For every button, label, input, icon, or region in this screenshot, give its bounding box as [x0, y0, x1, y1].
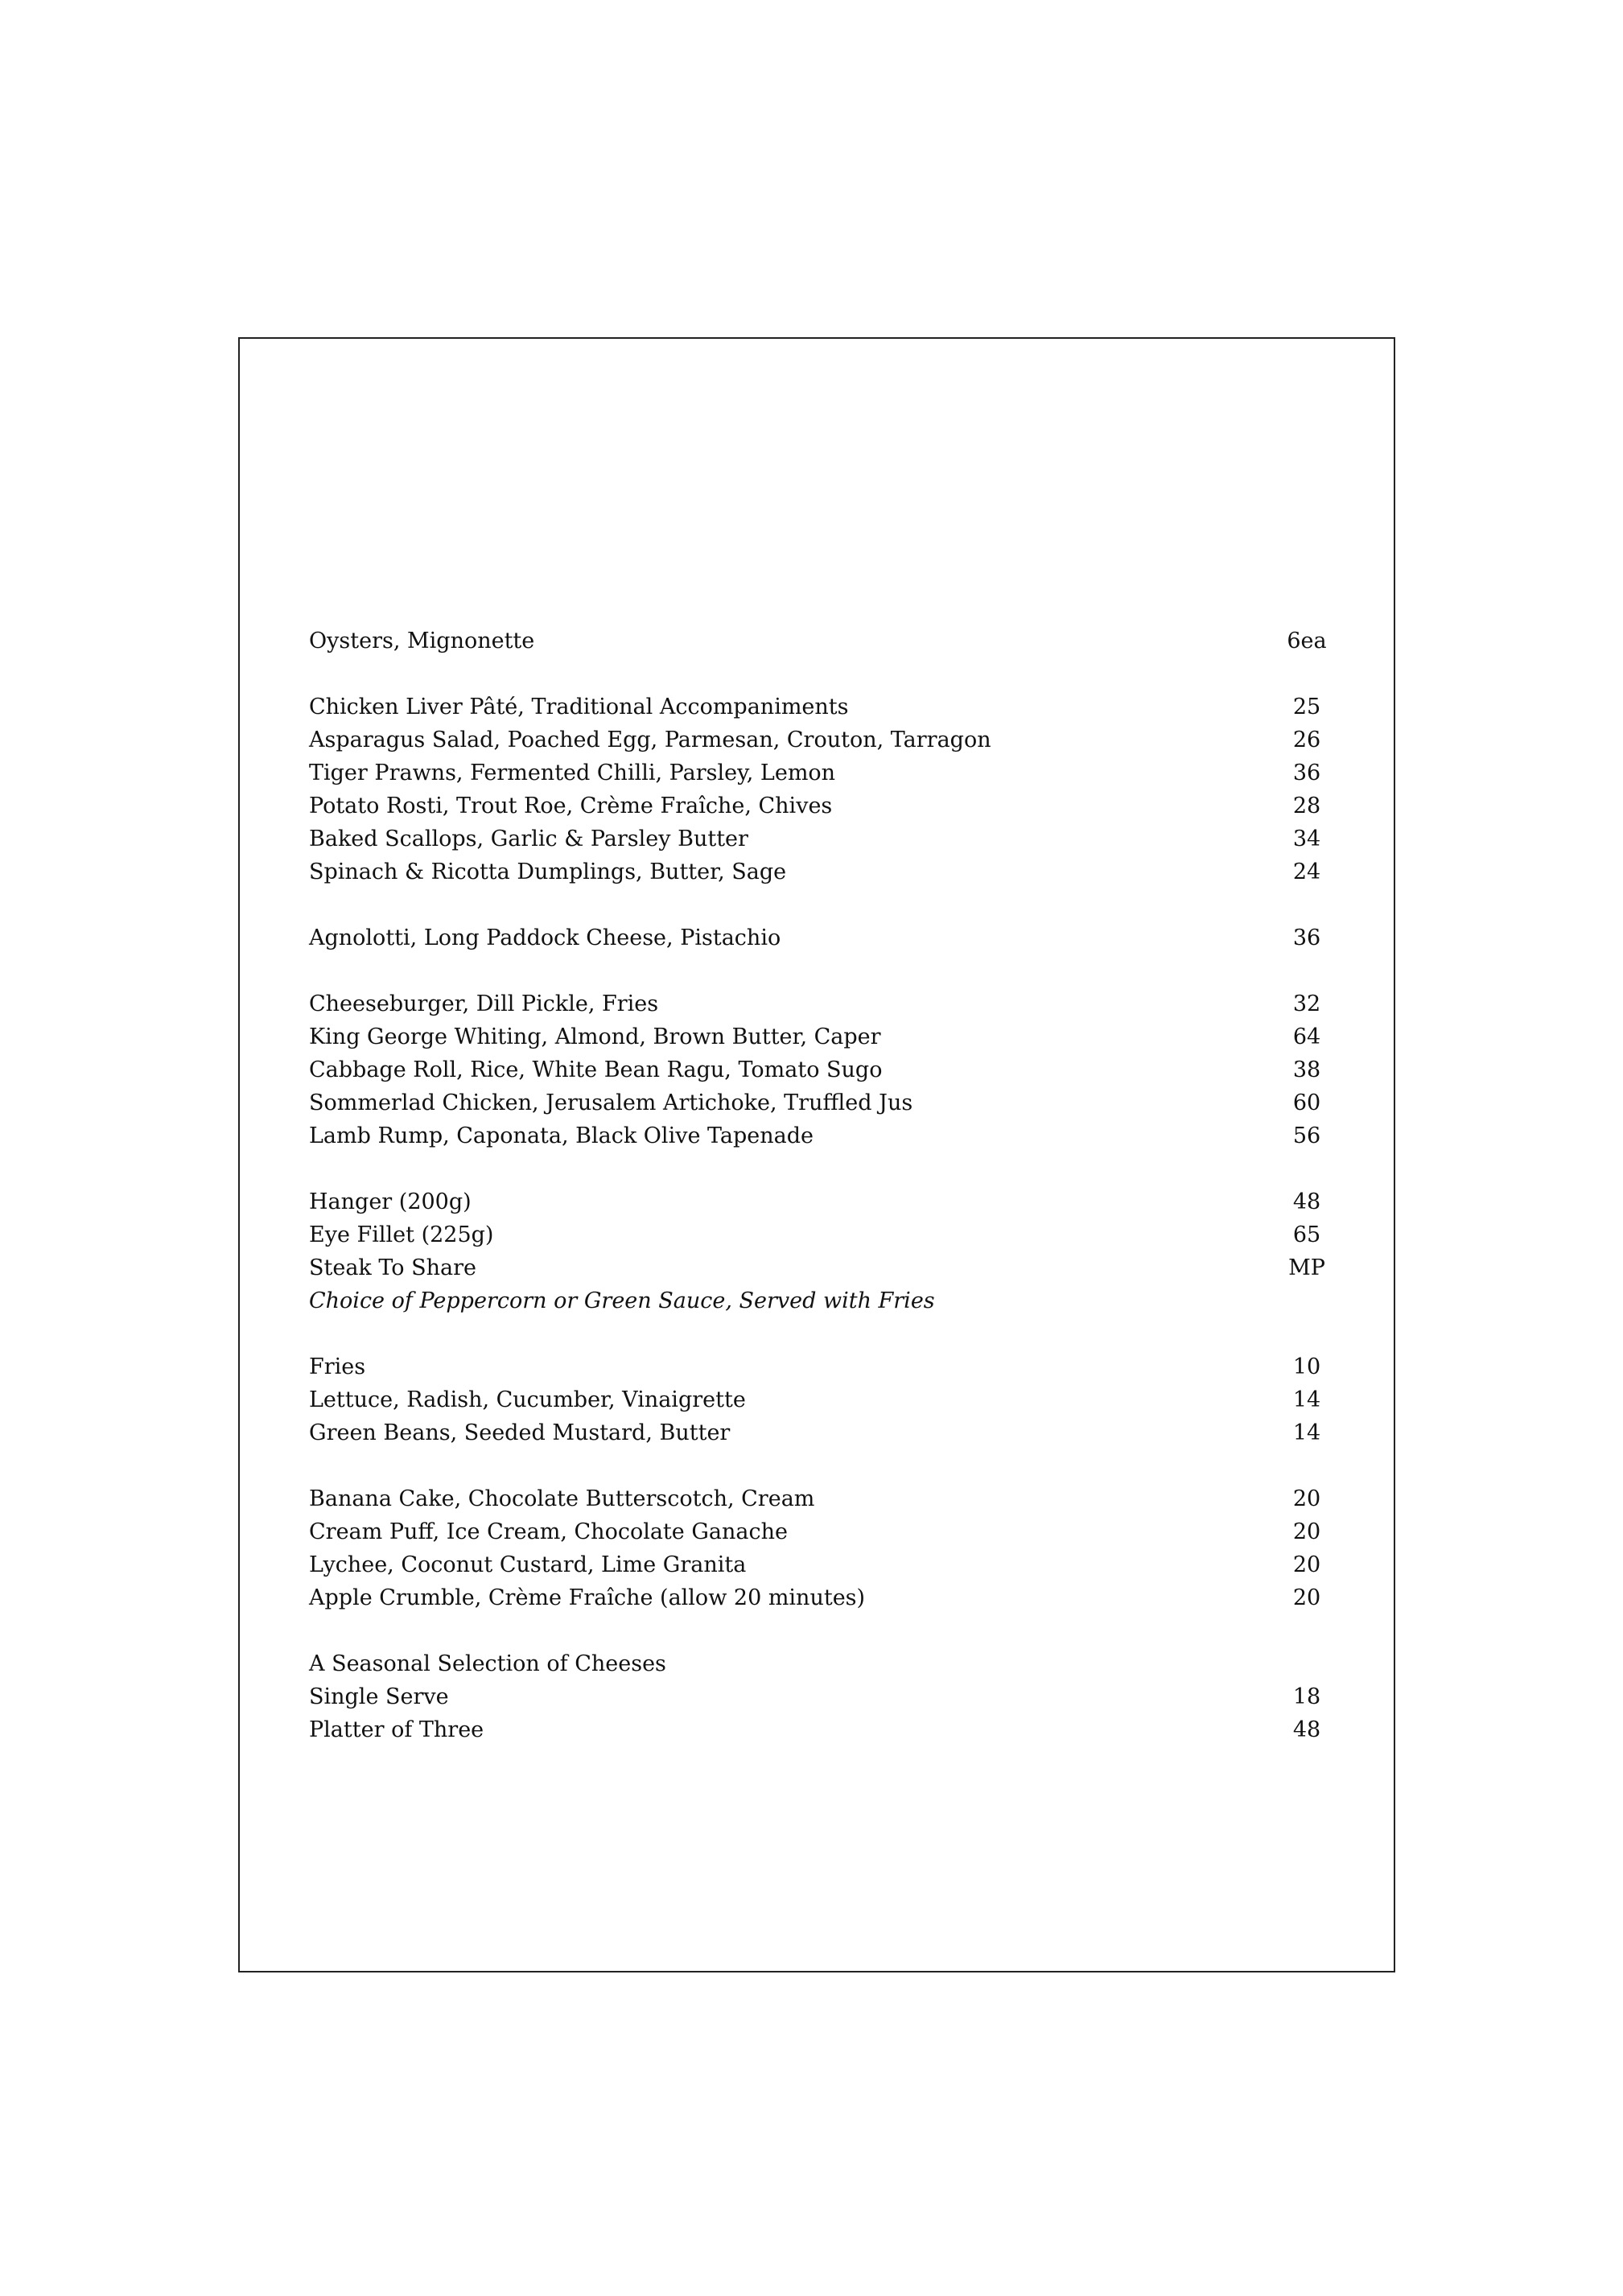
menu-item: [309, 1119, 1339, 1152]
menu-item: [309, 1482, 1339, 1515]
menu-item: [309, 1020, 1339, 1053]
menu-item-price: 34: [1292, 826, 1321, 851]
menu-item: [309, 1680, 1339, 1713]
menu-item-price: 36: [1292, 925, 1321, 950]
menu-item-name: Agnolotti, Long Paddock Cheese, Pistachio: [309, 925, 781, 950]
menu-item-price: 32: [1292, 991, 1321, 1016]
menu-item-name: Fries: [309, 1354, 366, 1379]
menu-item-name: Sommerlad Chicken, Jerusalem Artichoke, Truffled Jus: [309, 1090, 913, 1115]
menu-item-name: A Seasonal Selection of Cheeses: [309, 1651, 666, 1676]
menu-item-price: 20: [1292, 1585, 1321, 1610]
menu-item: [309, 1053, 1339, 1086]
menu-item-price: 10: [1292, 1354, 1321, 1379]
menu-section-note: Choice of Peppercorn or Green Sauce, Served with Fries: [309, 1288, 935, 1313]
menu-item-price: 48: [1292, 1189, 1321, 1214]
menu-item-name: Cabbage Roll, Rice, White Bean Ragu, Tomato Sugo: [309, 1057, 883, 1082]
menu-item-price: 60: [1292, 1090, 1321, 1115]
menu-item: [309, 822, 1339, 855]
menu-item-name: Baked Scallops, Garlic & Parsley Butter: [309, 826, 748, 851]
menu-item-price: 20: [1292, 1519, 1321, 1544]
menu-section: [309, 624, 1339, 657]
menu-item-price: 25: [1292, 695, 1321, 719]
menu-item: [309, 723, 1339, 756]
menu-item-name: Platter of Three: [309, 1717, 484, 1742]
menu-item: [309, 1515, 1339, 1548]
menu-item-name: Hanger (200g): [309, 1189, 472, 1214]
menu-item-name: Cheeseburger, Dill Pickle, Fries: [309, 991, 659, 1016]
menu-item: [309, 1218, 1339, 1251]
menu-item: [309, 987, 1339, 1020]
menu-item-name: Asparagus Salad, Poached Egg, Parmesan, Crouton, Tarragon: [309, 728, 991, 752]
menu-item-price: 20: [1292, 1486, 1321, 1511]
menu-item: [309, 690, 1339, 723]
menu-item: [309, 921, 1339, 954]
menu-item-name: Potato Rosti, Trout Roe, Crème Fraîche, Chives: [309, 794, 833, 818]
menu-section: [309, 690, 1339, 888]
menu-item-name: Lychee, Coconut Custard, Lime Granita: [309, 1552, 747, 1577]
menu-item-price: 18: [1292, 1684, 1321, 1709]
menu-section: [309, 921, 1339, 954]
menu-section: [309, 1647, 1339, 1746]
menu-section: [309, 1185, 1339, 1317]
menu-list: [309, 624, 1339, 1779]
menu-item-name: Cream Puff, Ice Cream, Chocolate Ganache: [309, 1519, 788, 1544]
menu-item-price: 28: [1292, 794, 1321, 818]
menu-item-price: 6ea: [1287, 629, 1327, 653]
menu-item-name: Steak To Share: [309, 1255, 476, 1280]
menu-item: [309, 1350, 1339, 1383]
menu-item-price: 48: [1292, 1717, 1321, 1742]
menu-section: [309, 1482, 1339, 1614]
menu-item-name: Lamb Rump, Caponata, Black Olive Tapenade: [309, 1123, 814, 1148]
menu-item: [309, 756, 1339, 789]
menu-section: [309, 1350, 1339, 1449]
menu-item-name: Tiger Prawns, Fermented Chilli, Parsley, Lemon: [309, 761, 836, 785]
menu-item: [309, 1185, 1339, 1218]
menu-item-name: Apple Crumble, Crème Fraîche (allow 20 minutes): [309, 1585, 866, 1610]
menu-item-price: 64: [1292, 1024, 1321, 1049]
menu-item-price: 36: [1292, 761, 1321, 785]
menu-item-name: Chicken Liver Pâté, Traditional Accompaniments: [309, 695, 849, 719]
menu-item-name: Spinach & Ricotta Dumplings, Butter, Sage: [309, 859, 787, 884]
menu-item: [309, 624, 1339, 657]
menu-item: [309, 1713, 1339, 1746]
menu-item-name: Banana Cake, Chocolate Butterscotch, Cream: [309, 1486, 815, 1511]
menu-item-price: MP: [1288, 1255, 1325, 1280]
menu-item: [309, 1647, 1339, 1680]
menu-item-name: King George Whiting, Almond, Brown Butter, Caper: [309, 1024, 881, 1049]
menu-item-price: 14: [1292, 1420, 1321, 1445]
menu-item-name: Green Beans, Seeded Mustard, Butter: [309, 1420, 731, 1445]
menu-item-price: 26: [1292, 728, 1321, 752]
menu-item-price: 20: [1292, 1552, 1321, 1577]
menu-item: [309, 1416, 1339, 1449]
menu-item: [309, 1548, 1339, 1581]
menu-item-name: Single Serve: [309, 1684, 449, 1709]
menu-item-price: 14: [1292, 1387, 1321, 1412]
menu-item: [309, 1086, 1339, 1119]
menu-item: [309, 855, 1339, 888]
menu-item-name: Oysters, Mignonette: [309, 629, 535, 653]
menu-item: [309, 789, 1339, 822]
menu-item-name: Eye Fillet (225g): [309, 1222, 494, 1247]
menu-item: [309, 1251, 1339, 1284]
menu-item-price: 56: [1292, 1123, 1321, 1148]
menu-item-price: 38: [1292, 1057, 1321, 1082]
menu-item-price: 65: [1292, 1222, 1321, 1247]
menu-item-price: 24: [1292, 859, 1321, 884]
menu-item-name: Lettuce, Radish, Cucumber, Vinaigrette: [309, 1387, 746, 1412]
menu-section: [309, 987, 1339, 1152]
menu-item: [309, 1383, 1339, 1416]
menu-item: [309, 1581, 1339, 1614]
